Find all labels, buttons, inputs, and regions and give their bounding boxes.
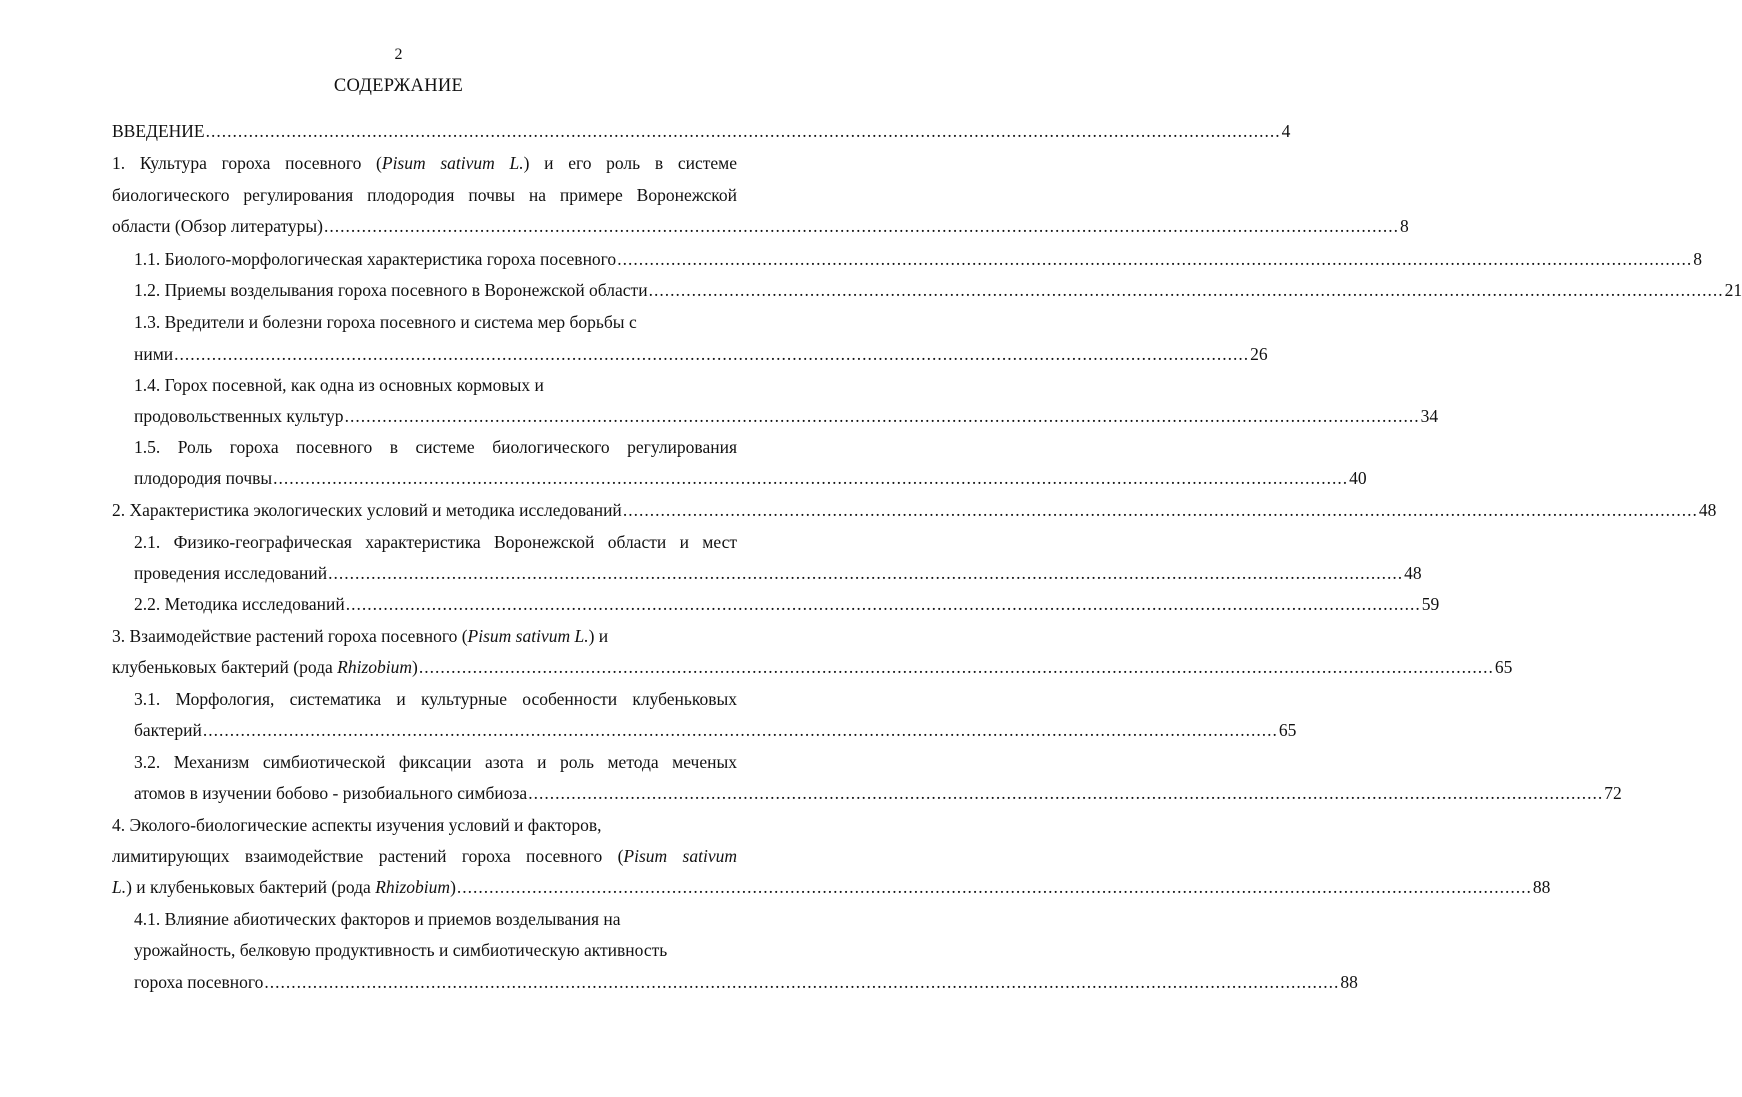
leader-dots: ........................................................................................................................................................................................................	[205, 121, 1281, 141]
toc-entry-1-5-line1: 1.5. Роль гороха посевного в системе биологического регулирования	[134, 437, 737, 457]
toc-entry-page: 72	[1604, 783, 1622, 803]
toc-entry-3-2-line1: 3.2. Механизм симбиотической фиксации азота и роль метода меченых	[134, 752, 737, 772]
toc-entry-title: ВВЕДЕНИЕ	[112, 121, 205, 141]
leader-dots: ........................................................................................................................................................................................................	[324, 216, 1400, 236]
leader-dots: ........................................................................................................................................................................................................	[174, 344, 1250, 364]
toc-entry-page: 4	[1281, 121, 1291, 141]
leader-dots: ........................................................................................................................................................................................................	[622, 500, 1698, 520]
toc-entry-page: 65	[1494, 657, 1513, 677]
toc-entry-ch1-line3: области (Обзор литературы) ........................................................................................................................................................................................................ 8	[112, 216, 1409, 236]
toc-entry-page: 8	[1693, 249, 1702, 269]
leader-dots: ........................................................................................................................................................................................................	[418, 657, 1494, 677]
toc-entry-4-1-line3: гороха посевного ........................................................................................................................................................................................................ 88	[134, 972, 1358, 992]
leader-dots: ........................................................................................................................................................................................................	[648, 280, 1724, 300]
toc-entry-3-2-line2: атомов в изучении бобово - ризобиального симбиоза ........................................................................................................................................................................................................ 72	[134, 783, 1622, 803]
toc-entry-page: 26	[1250, 344, 1268, 364]
toc-entry-page: 34	[1420, 406, 1439, 426]
toc-entry-page: 88	[1532, 877, 1551, 897]
toc-entry-1-3-line2: ними ........................................................................................................................................................................................................ 26	[134, 344, 1268, 364]
toc-entry-page: 40	[1349, 468, 1367, 488]
toc-entry-4-1-line1: 4.1. Влияние абиотических факторов и приемов возделывания на	[134, 909, 621, 929]
toc-entry-page: 59	[1421, 594, 1440, 614]
leader-dots: ........................................................................................................................................................................................................	[344, 406, 1420, 426]
leader-dots: ........................................................................................................................................................................................................	[328, 563, 1404, 583]
leader-dots: ........................................................................................................................................................................................................	[345, 594, 1421, 614]
toc-entry-2-1-line2: проведения исследований ........................................................................................................................................................................................................ 48	[134, 563, 1422, 583]
toc-entry-1-5-line2: плодородия почвы ........................................................................................................................................................................................................ 40	[134, 468, 1367, 488]
toc-entry-ch4-line1: 4. Эколого-биологические аспекты изучения условий и факторов,	[112, 815, 602, 835]
toc-entry-ch1-line1: 1. Культура гороха посевного (Pisum sativum L.) и его роль в системе	[112, 153, 737, 173]
toc-entry-page: 48	[1404, 563, 1422, 583]
leader-dots: ........................................................................................................................................................................................................	[528, 783, 1604, 803]
toc-entry-page: 21	[1724, 280, 1742, 300]
toc-entry-1-1: 1.1. Биолого-морфологическая характеристика гороха посевного ........................................................................................................................................................................................................ 8	[134, 249, 1702, 269]
leader-dots: ........................................................................................................................................................................................................	[617, 249, 1693, 269]
toc-entry-ch4-line2: лимитирующих взаимодействие растений гороха посевного (Pisum sativum	[112, 846, 737, 866]
toc-entry-intro	[112, 120, 1291, 142]
toc-entry-2-1-line1: 2.1. Физико-географическая характеристика Воронежской области и мест	[134, 532, 737, 552]
toc-entry-ch3-line2: клубеньковых бактерий (рода Rhizobium) ........................................................................................................................................................................................................ 65	[112, 657, 1513, 677]
toc-entry-ch3-line1: 3. Взаимодействие растений гороха посевного (Pisum sativum L.) и	[112, 626, 609, 646]
toc-heading: СОДЕРЖАНИЕ	[333, 76, 464, 96]
toc-entry-ch2: 2. Характеристика экологических условий и методика исследований ........................................................................................................................................................................................................ 48	[112, 500, 1717, 520]
toc-entry-4-1-line2: урожайность, белковую продуктивность и симбиотическую активность	[134, 940, 668, 960]
toc-entry-1-2: 1.2. Приемы возделывания гороха посевного в Воронежской области ........................................................................................................................................................................................................ 21	[134, 280, 1742, 300]
toc-entry-page: 65	[1278, 720, 1297, 740]
leader-dots: ........................................................................................................................................................................................................	[273, 468, 1349, 488]
page-number: 2	[394, 46, 403, 63]
toc-entry-page: 48	[1698, 500, 1717, 520]
toc-entry-3-1-line1: 3.1. Морфология, систематика и культурные особенности клубеньковых	[134, 689, 737, 709]
toc-entry-1-4-line1: 1.4. Горох посевной, как одна из основных кормовых и	[134, 375, 544, 395]
toc-entry-1-3-line1: 1.3. Вредители и болезни гороха посевного и система мер борьбы с	[134, 312, 637, 332]
toc-entry-ch4-line3: L.) и клубеньковых бактерий (рода Rhizobium) ........................................................................................................................................................................................................ 88	[112, 877, 1551, 897]
toc-entry-page: 8	[1400, 216, 1409, 236]
toc-entry-page: 88	[1340, 972, 1358, 992]
toc-entry-1-4-line2: продовольственных культур ........................................................................................................................................................................................................ 34	[134, 406, 1439, 426]
leader-dots: ........................................................................................................................................................................................................	[456, 877, 1532, 897]
leader-dots: ........................................................................................................................................................................................................	[202, 720, 1278, 740]
toc-entry-ch1-line2: биологического регулирования плодородия почвы на примере Воронежской	[112, 185, 737, 205]
leader-dots: ........................................................................................................................................................................................................	[264, 972, 1340, 992]
toc-entry-2-2: 2.2. Методика исследований ........................................................................................................................................................................................................ 59	[134, 594, 1440, 614]
toc-entry-3-1-line2: бактерий ........................................................................................................................................................................................................ 65	[134, 720, 1297, 740]
